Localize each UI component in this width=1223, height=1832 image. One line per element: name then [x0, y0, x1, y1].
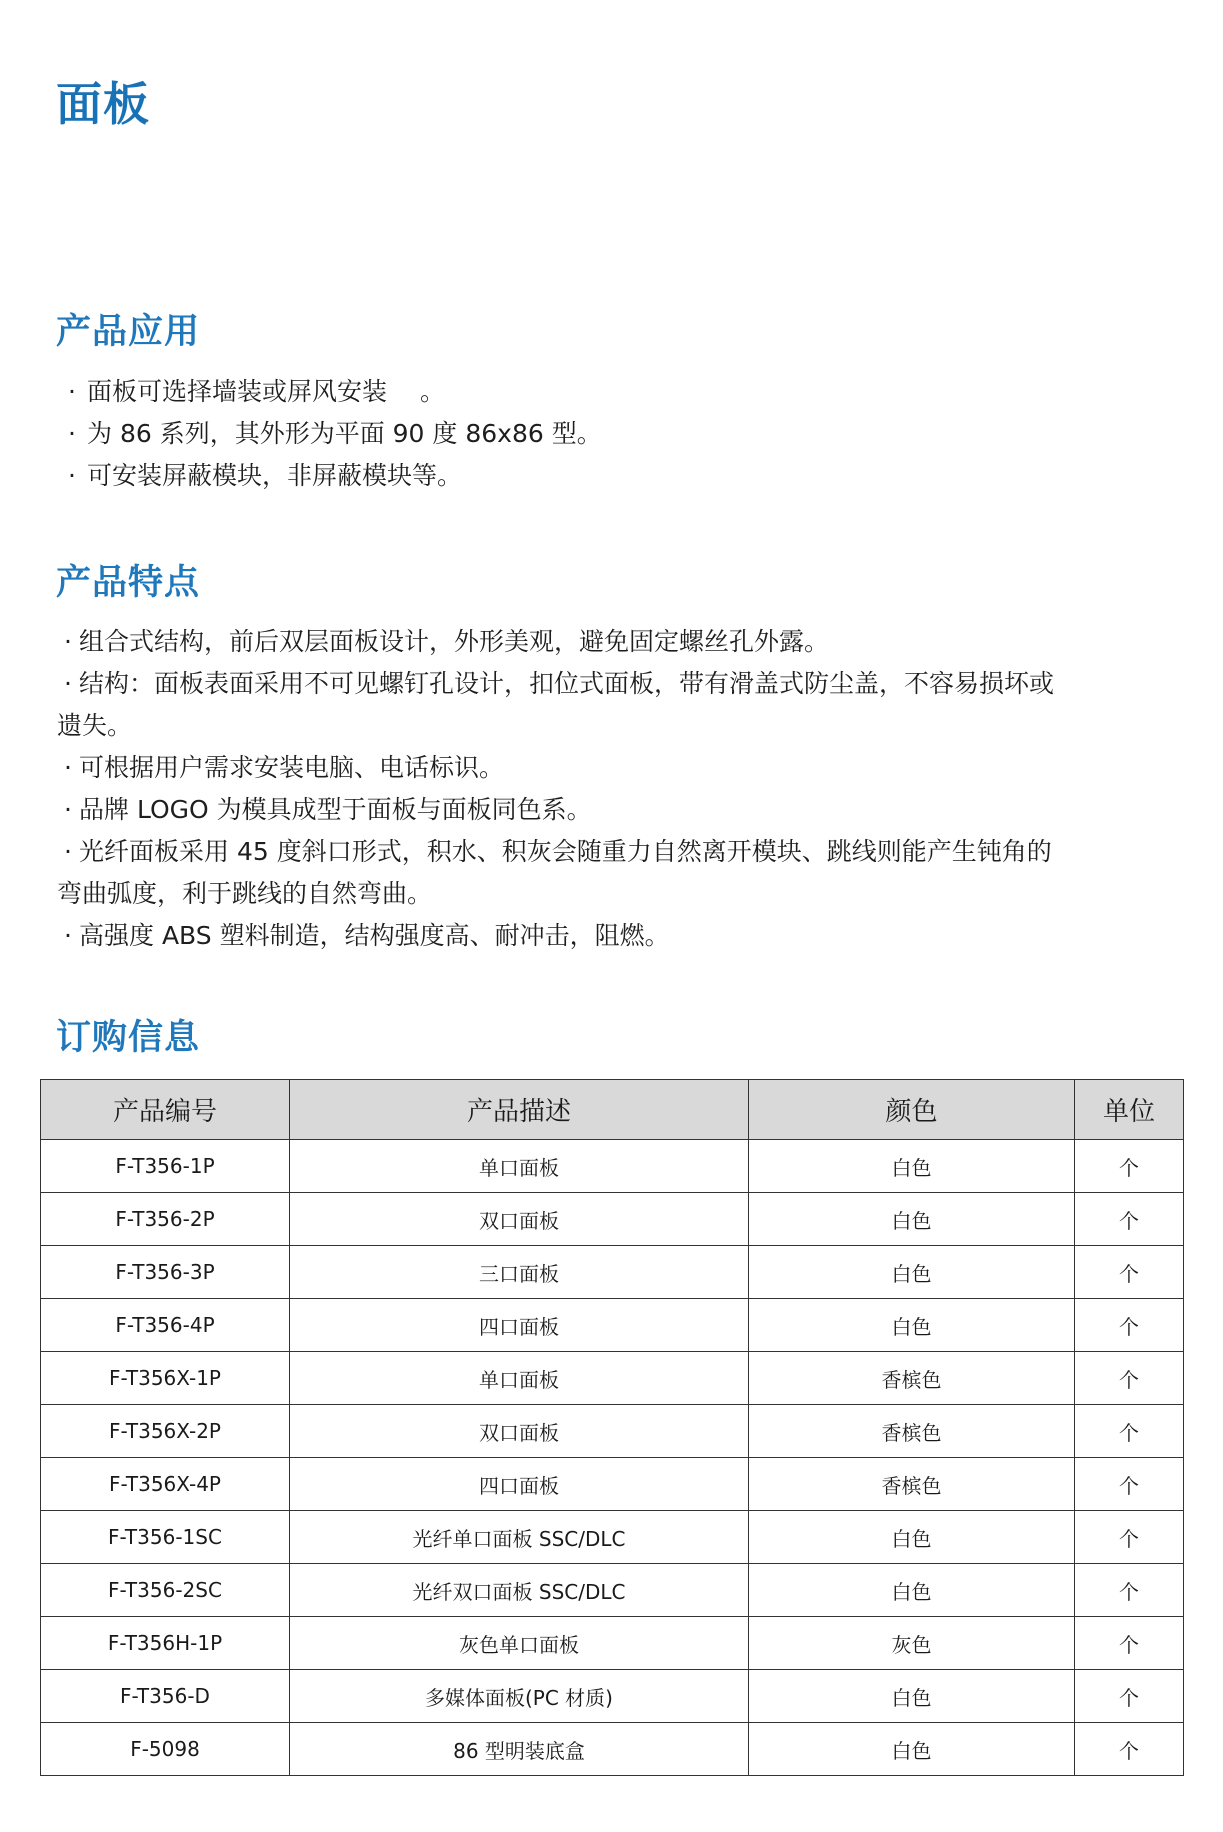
section-heading-features: 产品特点	[56, 563, 201, 603]
cell-description: 双口面板	[290, 1193, 749, 1246]
features-list	[57, 621, 1177, 957]
bullet-dot: ·	[68, 419, 76, 448]
cell-product-code: F-T356-2SC	[41, 1564, 290, 1617]
bullet-dot: ·	[68, 377, 76, 406]
table-row	[41, 1193, 1184, 1246]
table-row	[41, 1723, 1184, 1776]
feature-item-continuation: 弯曲弧度，利于跳线的自然弯曲。	[57, 879, 433, 908]
feature-item: · 组合式结构，前后双层面板设计，外形美观，避免固定螺丝孔外露。	[57, 621, 1177, 663]
section-heading-ordering: 订购信息	[56, 1018, 201, 1058]
cell-description: 四口面板	[290, 1458, 749, 1511]
column-header-product-code: 产品编号	[41, 1080, 290, 1140]
cell-unit: 个	[1075, 1564, 1184, 1617]
feature-item: · 光纤面板采用 45 度斜口形式，积水、积灰会随重力自然离开模块、跳线则能产生钝角的	[57, 831, 1177, 873]
bullet-dot: ·	[68, 461, 76, 490]
cell-unit: 个	[1075, 1405, 1184, 1458]
application-item: · 面板可选择墙装或屏风安装 。	[57, 371, 1177, 413]
cell-color: 白色	[749, 1193, 1075, 1246]
cell-color: 白色	[749, 1299, 1075, 1352]
cell-unit: 个	[1075, 1723, 1184, 1776]
table-row	[41, 1670, 1184, 1723]
table-header-row	[41, 1080, 1184, 1140]
cell-unit: 个	[1075, 1246, 1184, 1299]
cell-description: 光纤单口面板 SSC/DLC	[290, 1511, 749, 1564]
cell-description: 光纤双口面板 SSC/DLC	[290, 1564, 749, 1617]
cell-unit: 个	[1075, 1670, 1184, 1723]
table-row	[41, 1299, 1184, 1352]
cell-unit: 个	[1075, 1193, 1184, 1246]
cell-color: 白色	[749, 1140, 1075, 1193]
cell-product-code: F-5098	[41, 1723, 290, 1776]
bullet-dot: ·	[64, 627, 72, 656]
cell-color: 白色	[749, 1246, 1075, 1299]
cell-unit: 个	[1075, 1458, 1184, 1511]
cell-description: 86 型明装底盒	[290, 1723, 749, 1776]
application-list	[57, 371, 1177, 497]
cell-product-code: F-T356-4P	[41, 1299, 290, 1352]
page-title: 面板	[56, 77, 150, 131]
table-row	[41, 1564, 1184, 1617]
cell-color: 香槟色	[749, 1352, 1075, 1405]
cell-description: 双口面板	[290, 1405, 749, 1458]
cell-description: 单口面板	[290, 1352, 749, 1405]
cell-description: 多媒体面板(PC 材质)	[290, 1670, 749, 1723]
table-row	[41, 1405, 1184, 1458]
cell-color: 白色	[749, 1511, 1075, 1564]
cell-unit: 个	[1075, 1617, 1184, 1670]
cell-product-code: F-T356H-1P	[41, 1617, 290, 1670]
cell-product-code: F-T356X-2P	[41, 1405, 290, 1458]
cell-product-code: F-T356-3P	[41, 1246, 290, 1299]
cell-unit: 个	[1075, 1511, 1184, 1564]
cell-color: 白色	[749, 1670, 1075, 1723]
cell-description: 三口面板	[290, 1246, 749, 1299]
bullet-dot: ·	[64, 753, 72, 782]
cell-description: 灰色单口面板	[290, 1617, 749, 1670]
table-row	[41, 1617, 1184, 1670]
cell-product-code: F-T356X-4P	[41, 1458, 290, 1511]
feature-item: · 品牌 LOGO 为模具成型于面板与面板同色系。	[57, 789, 1177, 831]
bullet-dot: ·	[64, 921, 72, 950]
cell-product-code: F-T356-D	[41, 1670, 290, 1723]
cell-color: 香槟色	[749, 1405, 1075, 1458]
application-item: · 可安装屏蔽模块，非屏蔽模块等。	[57, 455, 1177, 497]
cell-product-code: F-T356-1P	[41, 1140, 290, 1193]
cell-unit: 个	[1075, 1299, 1184, 1352]
bullet-dot: ·	[64, 837, 72, 866]
cell-product-code: F-T356-2P	[41, 1193, 290, 1246]
cell-color: 白色	[749, 1564, 1075, 1617]
feature-item-continuation: 遗失。	[57, 711, 133, 740]
cell-description: 单口面板	[290, 1140, 749, 1193]
bullet-dot: ·	[64, 795, 72, 824]
table-row	[41, 1140, 1184, 1193]
table-row	[41, 1458, 1184, 1511]
cell-unit: 个	[1075, 1352, 1184, 1405]
table-row	[41, 1246, 1184, 1299]
cell-product-code: F-T356X-1P	[41, 1352, 290, 1405]
cell-color: 白色	[749, 1723, 1075, 1776]
section-heading-application: 产品应用	[56, 312, 201, 352]
column-header-unit: 单位	[1075, 1080, 1184, 1140]
table-row	[41, 1352, 1184, 1405]
bullet-dot: ·	[64, 669, 72, 698]
ordering-table	[40, 1079, 1184, 1776]
application-item: · 为 86 系列，其外形为平面 90 度 86x86 型。	[57, 413, 1177, 455]
feature-item: · 高强度 ABS 塑料制造，结构强度高、耐冲击，阻燃。	[57, 915, 1177, 957]
table-row	[41, 1511, 1184, 1564]
cell-unit: 个	[1075, 1140, 1184, 1193]
column-header-color: 颜色	[749, 1080, 1075, 1140]
cell-description: 四口面板	[290, 1299, 749, 1352]
cell-product-code: F-T356-1SC	[41, 1511, 290, 1564]
column-header-description: 产品描述	[290, 1080, 749, 1140]
cell-color: 香槟色	[749, 1458, 1075, 1511]
cell-color: 灰色	[749, 1617, 1075, 1670]
feature-item: · 可根据用户需求安装电脑、电话标识。	[57, 747, 1177, 789]
feature-item: · 结构：面板表面采用不可见螺钉孔设计，扣位式面板，带有滑盖式防尘盖，不容易损坏或	[57, 663, 1177, 705]
